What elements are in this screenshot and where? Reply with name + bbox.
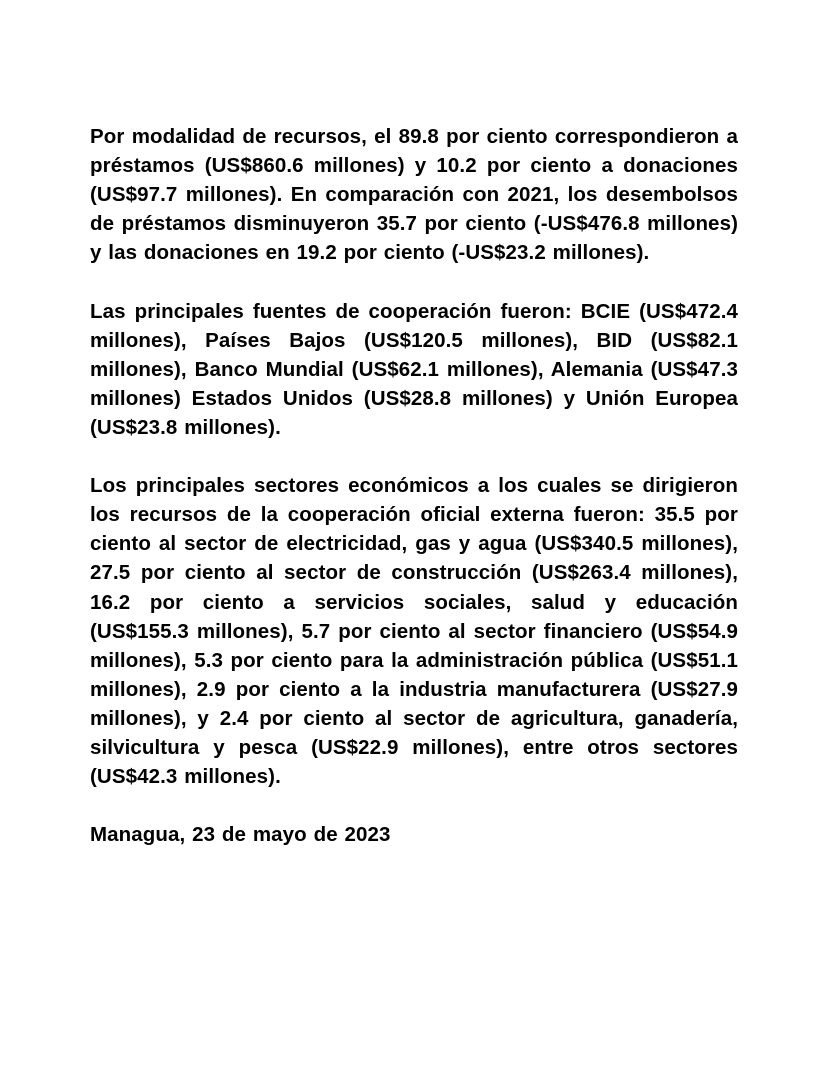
paragraph-economic-sectors: Los principales sectores económicos a los cuales se dirigieron los recursos de la cooperación oficial externa fueron: 35.5 por ciento al sector de electricidad, gas y agua (US$340.5 millones), 27.5 por ciento al sector de construcción (US$263.4 millones), 16.2 por ciento a servicios sociales, salud y educación (US$155.3 millones), 5.7 por ciento al sector financiero (US$54.9 millones), 5.3 por ciento para la administración pública (US$51.1 millones), 2.9 por ciento a la industria manufacturera (US$27.9 millones), y 2.4 por ciento al sector de agricultura, ganadería, silvicultura y pesca (US$22.9 millones), entre otros sectores (US$42.3 millones). <box>90 474 738 789</box>
paragraph-resource-modality: Por modalidad de recursos, el 89.8 por ciento correspondieron a préstamos (US$860.6 millones) y 10.2 por ciento a donaciones (US$97.7 millones). En comparación con 2021, los desembolsos de préstamos disminuyeron 35.7 por ciento (-US$476.8 millones) y las donaciones en 19.2 por ciento (-US$23.2 millones). <box>90 125 738 265</box>
date-line: Managua, 23 de mayo de 2023 <box>90 823 391 847</box>
document-content <box>90 122 738 849</box>
paragraph-cooperation-sources: Las principales fuentes de cooperación fueron: BCIE (US$472.4 millones), Países Bajos (US$120.5 millones), BID (US$82.1 millones), Banco Mundial (US$62.1 millones), Alemania (US$47.3 millones) Estados Unidos (US$28.8 millones) y Unión Europea (US$23.8 millones). <box>90 299 738 439</box>
